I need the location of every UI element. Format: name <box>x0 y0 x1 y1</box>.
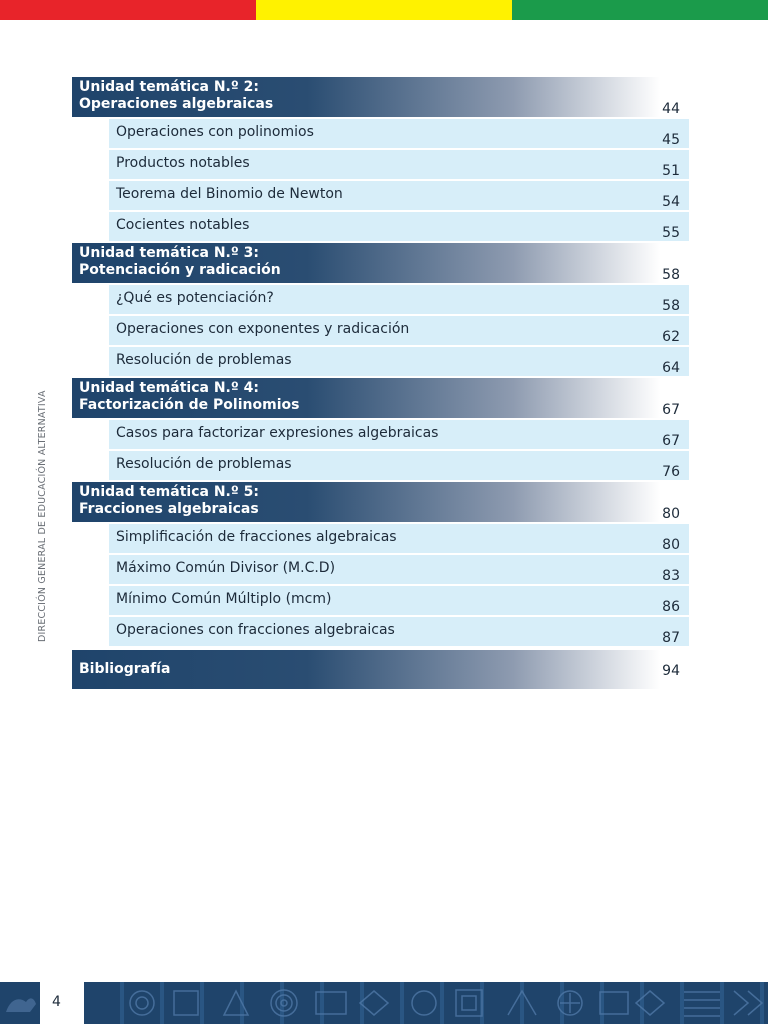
toc-entry-page: 62 <box>662 329 680 345</box>
footer <box>0 982 768 1024</box>
toc-entry-label: Cocientes notables <box>116 217 250 233</box>
toc-entry[interactable] <box>109 212 689 241</box>
unit-heading[interactable] <box>72 243 689 283</box>
toc-entry[interactable] <box>109 451 689 480</box>
table-of-contents <box>72 77 689 691</box>
toc-entry-label: Teorema del Binomio de Newton <box>116 186 343 202</box>
toc-entry-label: Productos notables <box>116 155 250 171</box>
toc-entry-page: 45 <box>662 132 680 148</box>
toc-entry-label: Simplificación de fracciones algebraicas <box>116 529 397 545</box>
toc-entry[interactable] <box>109 285 689 314</box>
toc-entry-label: Mínimo Común Múltiplo (mcm) <box>116 591 332 607</box>
toc-entry-label: Resolución de problemas <box>116 352 292 368</box>
toc-entry[interactable] <box>109 316 689 345</box>
toc-entry-page: 58 <box>662 298 680 314</box>
flag-stripe <box>0 0 768 20</box>
footer-logo-block <box>0 982 40 1024</box>
unit-title: Unidad temática N.º 5: Fracciones algebraicas <box>79 484 259 517</box>
toc-entry-label: Casos para factorizar expresiones algebraicas <box>116 425 439 441</box>
toc-entry[interactable] <box>109 524 689 553</box>
toc-entry-label: Resolución de problemas <box>116 456 292 472</box>
unit-page-number: 67 <box>662 402 680 418</box>
toc-entry-label: Operaciones con exponentes y radicación <box>116 321 410 337</box>
unit-title: Unidad temática N.º 2: Operaciones algebraicas <box>79 79 274 112</box>
flag-red <box>0 0 256 20</box>
flag-green <box>512 0 768 20</box>
toc-entry-page: 87 <box>662 630 680 646</box>
unit-page-number: 80 <box>662 506 680 522</box>
toc-entry-page: 83 <box>662 568 680 584</box>
unit-page-number: 44 <box>662 101 680 117</box>
toc-entry-page: 67 <box>662 433 680 449</box>
toc-entry[interactable] <box>109 586 689 615</box>
toc-entry[interactable] <box>109 119 689 148</box>
toc-entry-page: 80 <box>662 537 680 553</box>
page-number: 4 <box>52 994 61 1010</box>
toc-entry-label: Máximo Común Divisor (M.C.D) <box>116 560 336 576</box>
toc-entry-page: 51 <box>662 163 680 179</box>
toc-entry-page: 64 <box>662 360 680 376</box>
toc-entry-label: Operaciones con polinomios <box>116 124 314 140</box>
toc-entry[interactable] <box>109 420 689 449</box>
decorative-pattern-icon <box>84 982 768 1024</box>
bibliography-heading[interactable] <box>72 650 689 689</box>
toc-entry-label: Operaciones con fracciones algebraicas <box>116 622 395 638</box>
toc-entry-page: 86 <box>662 599 680 615</box>
unit-heading[interactable] <box>72 378 689 418</box>
toc-entry[interactable] <box>109 181 689 210</box>
toc-entry[interactable] <box>109 555 689 584</box>
toc-entry-label: ¿Qué es potenciación? <box>116 290 274 306</box>
bibliography-title: Bibliografía <box>79 661 171 677</box>
unit-heading[interactable] <box>72 77 689 117</box>
unit-heading[interactable] <box>72 482 689 522</box>
unit-title: Unidad temática N.º 4: Factorización de Polinomios <box>79 380 300 413</box>
footer-emblem-icon <box>0 982 40 1024</box>
toc-entry-page: 54 <box>662 194 680 210</box>
flag-yellow <box>256 0 512 20</box>
toc-entry-page: 76 <box>662 464 680 480</box>
footer-pattern-strip <box>84 982 768 1024</box>
sidebar-vertical-text: DIRECCIÓN GENERAL DE EDUCACIÓN ALTERNATIVA <box>37 390 48 642</box>
toc-entry[interactable] <box>109 150 689 179</box>
toc-entry-page: 55 <box>662 225 680 241</box>
unit-title: Unidad temática N.º 3: Potenciación y radicación <box>79 245 281 278</box>
toc-entry[interactable] <box>109 347 689 376</box>
unit-page-number: 58 <box>662 267 680 283</box>
bibliography-page-number: 94 <box>662 663 680 679</box>
toc-entry[interactable] <box>109 617 689 646</box>
